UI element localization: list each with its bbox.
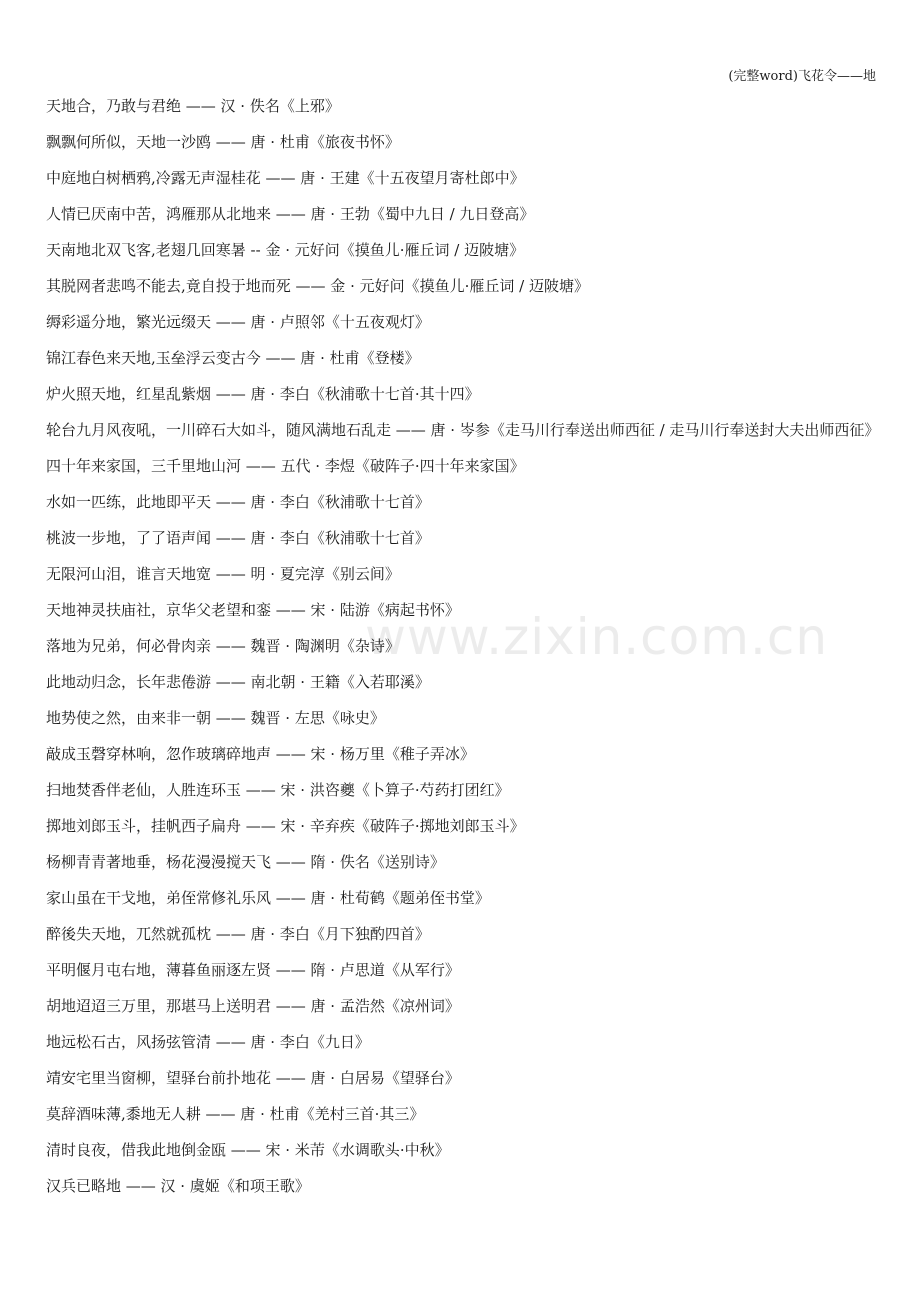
poem-line: 平明偃月屯右地，薄暮鱼丽逐左贤 —— 隋 · 卢思道《从军行》 xyxy=(46,961,460,979)
poem-line: 醉後失天地，兀然就孤枕 —— 唐 · 李白《月下独酌四首》 xyxy=(46,925,430,943)
poem-line: 中庭地白树栖鸦,冷露无声湿桂花 —— 唐 · 王建《十五夜望月寄杜郎中》 xyxy=(46,169,525,187)
poem-line: 此地动归念，长年悲倦游 —— 南北朝 · 王籍《入若耶溪》 xyxy=(46,673,430,691)
poem-line: 桃波一步地，了了语声闻 —— 唐 · 李白《秋浦歌十七首》 xyxy=(46,529,430,547)
poem-line: 落地为兄弟，何必骨肉亲 —— 魏晋 · 陶渊明《杂诗》 xyxy=(46,637,400,655)
poem-line: 地远松石古，风扬弦管清 —— 唐 · 李白《九日》 xyxy=(46,1033,370,1051)
poem-line: 水如一匹练，此地即平天 —— 唐 · 李白《秋浦歌十七首》 xyxy=(46,493,430,511)
poem-line: 靖安宅里当窗柳，望驿台前扑地花 —— 唐 · 白居易《望驿台》 xyxy=(46,1069,460,1087)
poem-line: 轮台九月风夜吼，一川碎石大如斗，随风满地石乱走 —— 唐 · 岑参《走马川行奉送出师西征 / 走马川行奉送封大夫出师西征》 xyxy=(46,421,880,439)
poem-line: 家山虽在干戈地，弟侄常修礼乐风 —— 唐 · 杜荀鹤《题弟侄书堂》 xyxy=(46,889,490,907)
document-header: (完整word)飞花令——地 xyxy=(728,69,876,84)
poem-line: 胡地迢迢三万里，那堪马上送明君 —— 唐 · 孟浩然《凉州词》 xyxy=(46,997,460,1015)
poem-line: 敲成玉磬穿林响，忽作玻璃碎地声 —— 宋 · 杨万里《稚子弄冰》 xyxy=(46,745,475,763)
poem-line: 莫辞酒味薄,黍地无人耕 —— 唐 · 杜甫《羌村三首·其三》 xyxy=(46,1105,425,1123)
poem-line: 地势使之然，由来非一朝 —— 魏晋 · 左思《咏史》 xyxy=(46,709,385,727)
poem-line: 炉火照天地，红星乱紫烟 —— 唐 · 李白《秋浦歌十七首·其十四》 xyxy=(46,385,480,403)
poem-line: 四十年来家国，三千里地山河 —— 五代 · 李煜《破阵子·四十年来家国》 xyxy=(46,457,525,475)
poem-line: 扫地焚香伴老仙，人胜连环玉 —— 宋 · 洪咨夔《卜算子·芍药打团红》 xyxy=(46,781,510,799)
poem-line: 杨柳青青著地垂，杨花漫漫搅天飞 —— 隋 · 佚名《送别诗》 xyxy=(46,853,445,871)
poem-line: 锦江春色来天地,玉垒浮云变古今 —— 唐 · 杜甫《登楼》 xyxy=(46,349,420,367)
poem-line: 飘飘何所似，天地一沙鸥 —— 唐 · 杜甫《旅夜书怀》 xyxy=(46,133,400,151)
poem-list xyxy=(46,88,880,1204)
poem-line: 人情已厌南中苦，鸿雁那从北地来 —— 唐 · 王勃《蜀中九日 / 九日登高》 xyxy=(46,205,535,223)
watermark: www.zixin.com.cn xyxy=(365,608,829,666)
poem-line: 掷地刘郎玉斗，挂帆西子扁舟 —— 宋 · 辛弃疾《破阵子·掷地刘郎玉斗》 xyxy=(46,817,525,835)
poem-line: 其脱网者悲鸣不能去,竟自投于地而死 —— 金 · 元好问《摸鱼儿·雁丘词 / 迈陂塘》 xyxy=(46,277,589,295)
poem-line: 汉兵已略地 —— 汉 · 虞姬《和项王歌》 xyxy=(46,1177,310,1195)
poem-line: 天地神灵扶庙社，京华父老望和銮 —— 宋 · 陆游《病起书怀》 xyxy=(46,601,460,619)
poem-line: 缛彩遥分地，繁光远缀天 —— 唐 · 卢照邻《十五夜观灯》 xyxy=(46,313,430,331)
poem-line: 天地合，乃敢与君绝 —— 汉 · 佚名《上邪》 xyxy=(46,97,340,115)
poem-line: 天南地北双飞客,老翅几回寒暑 -- 金 · 元好问《摸鱼儿·雁丘词 / 迈陂塘》 xyxy=(46,241,525,259)
poem-line: 无限河山泪，谁言天地宽 —— 明 · 夏完淳《别云间》 xyxy=(46,565,400,583)
poem-line: 清时良夜，借我此地倒金瓯 —— 宋 · 米芾《水调歌头·中秋》 xyxy=(46,1141,450,1159)
